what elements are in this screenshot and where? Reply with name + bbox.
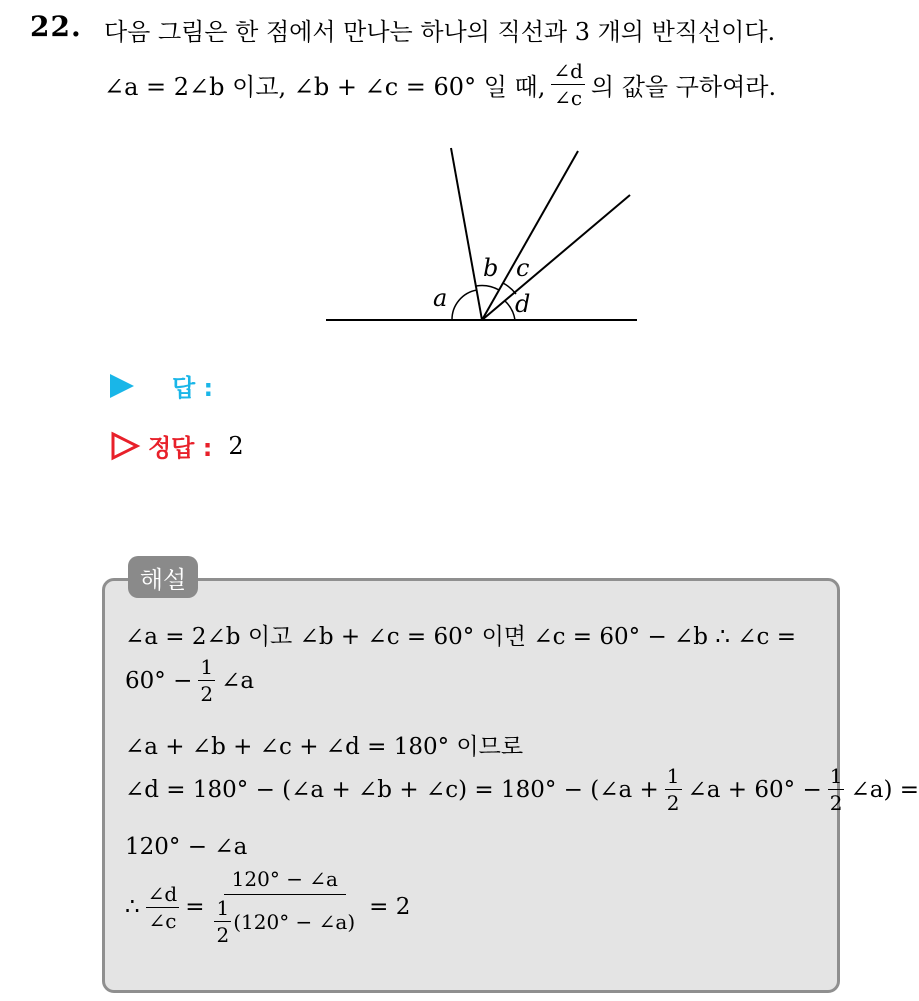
solution-line-4 — [125, 765, 919, 814]
fraction-denominator: ∠c — [148, 908, 177, 933]
question-fraction — [551, 60, 585, 109]
fraction-denominator: 2 — [200, 682, 214, 706]
solution-result: = 2 — [369, 894, 411, 920]
solution-line-2 — [125, 656, 254, 705]
fraction-denominator: 2 — [666, 791, 680, 815]
solution-line-5: 120° − ∠a — [125, 834, 248, 860]
angle-arc-d — [505, 301, 515, 320]
solution-tab: 해설 — [128, 556, 198, 598]
question-ask: 의 값을 구하여라. — [590, 73, 777, 101]
equals-sign: = — [185, 894, 205, 920]
fraction-numerator: ∠d — [553, 59, 583, 83]
fraction-denominator: 2 — [216, 923, 230, 947]
therefore-symbol: ∴ — [125, 894, 140, 920]
label-b: b — [483, 254, 499, 282]
solution-fraction — [828, 765, 845, 814]
solution-line-3: ∠a + ∠b + ∠c + ∠d = 180° 이므로 — [125, 734, 524, 760]
solution-big-fraction — [214, 868, 355, 946]
solution-text: ∠d = 180° − (∠a + ∠b + ∠c) = 180° − (∠a + — [125, 776, 659, 803]
fraction-numerator: 1 — [829, 764, 843, 788]
outline-arrow-icon — [110, 431, 140, 461]
question-condition: ∠a = 2∠b 이고, ∠b + ∠c = 60° 일 때, — [104, 73, 546, 101]
correct-answer-value: 2 — [228, 431, 244, 460]
solution-line-1: ∠a = 2∠b 이고 ∠b + ∠c = 60° 이면 ∠c = 60° − ∠b ∴ ∠c = — [125, 624, 797, 650]
question-number: 22. — [30, 10, 82, 43]
angle-arc-a — [452, 290, 477, 320]
question-text-line1: 다음 그림은 한 점에서 만나는 하나의 직선과 3 개의 반직선이다. — [104, 18, 776, 46]
solution-text: ∠a + 60° − — [687, 776, 822, 803]
answer-row — [110, 368, 213, 403]
question-text-line2 — [104, 60, 776, 109]
label-c: c — [516, 254, 530, 282]
fraction-numerator: ∠d — [147, 881, 178, 906]
fraction-numerator: 1 — [200, 655, 214, 679]
solution-text: 60° − — [125, 667, 193, 694]
solution-text: ∠a) = — [850, 776, 919, 803]
label-d: d — [515, 290, 531, 318]
correct-answer-label: 정답 : — [148, 434, 213, 462]
angle-figure — [320, 140, 650, 330]
play-arrow-icon — [110, 374, 134, 398]
fraction-denominator: ∠c — [554, 86, 583, 110]
fraction-denominator — [214, 895, 355, 946]
solution-fraction — [198, 656, 215, 705]
fraction-numerator: 1 — [216, 896, 230, 920]
fraction-numerator: 120° − ∠a — [224, 868, 346, 895]
solution-line-6 — [125, 868, 410, 946]
fraction-numerator: 1 — [666, 764, 680, 788]
correct-answer-row — [110, 428, 244, 463]
angle-arc-b — [476, 286, 499, 290]
answer-label: 답 : — [172, 374, 214, 402]
ray-3 — [482, 195, 630, 320]
solution-text: ∠a — [221, 667, 255, 694]
solution-fraction — [214, 897, 231, 946]
solution-text: (120° − ∠a) — [233, 909, 356, 934]
fraction-denominator: 2 — [829, 791, 843, 815]
label-a: a — [433, 284, 448, 312]
solution-fraction — [146, 883, 180, 932]
solution-fraction — [665, 765, 682, 814]
